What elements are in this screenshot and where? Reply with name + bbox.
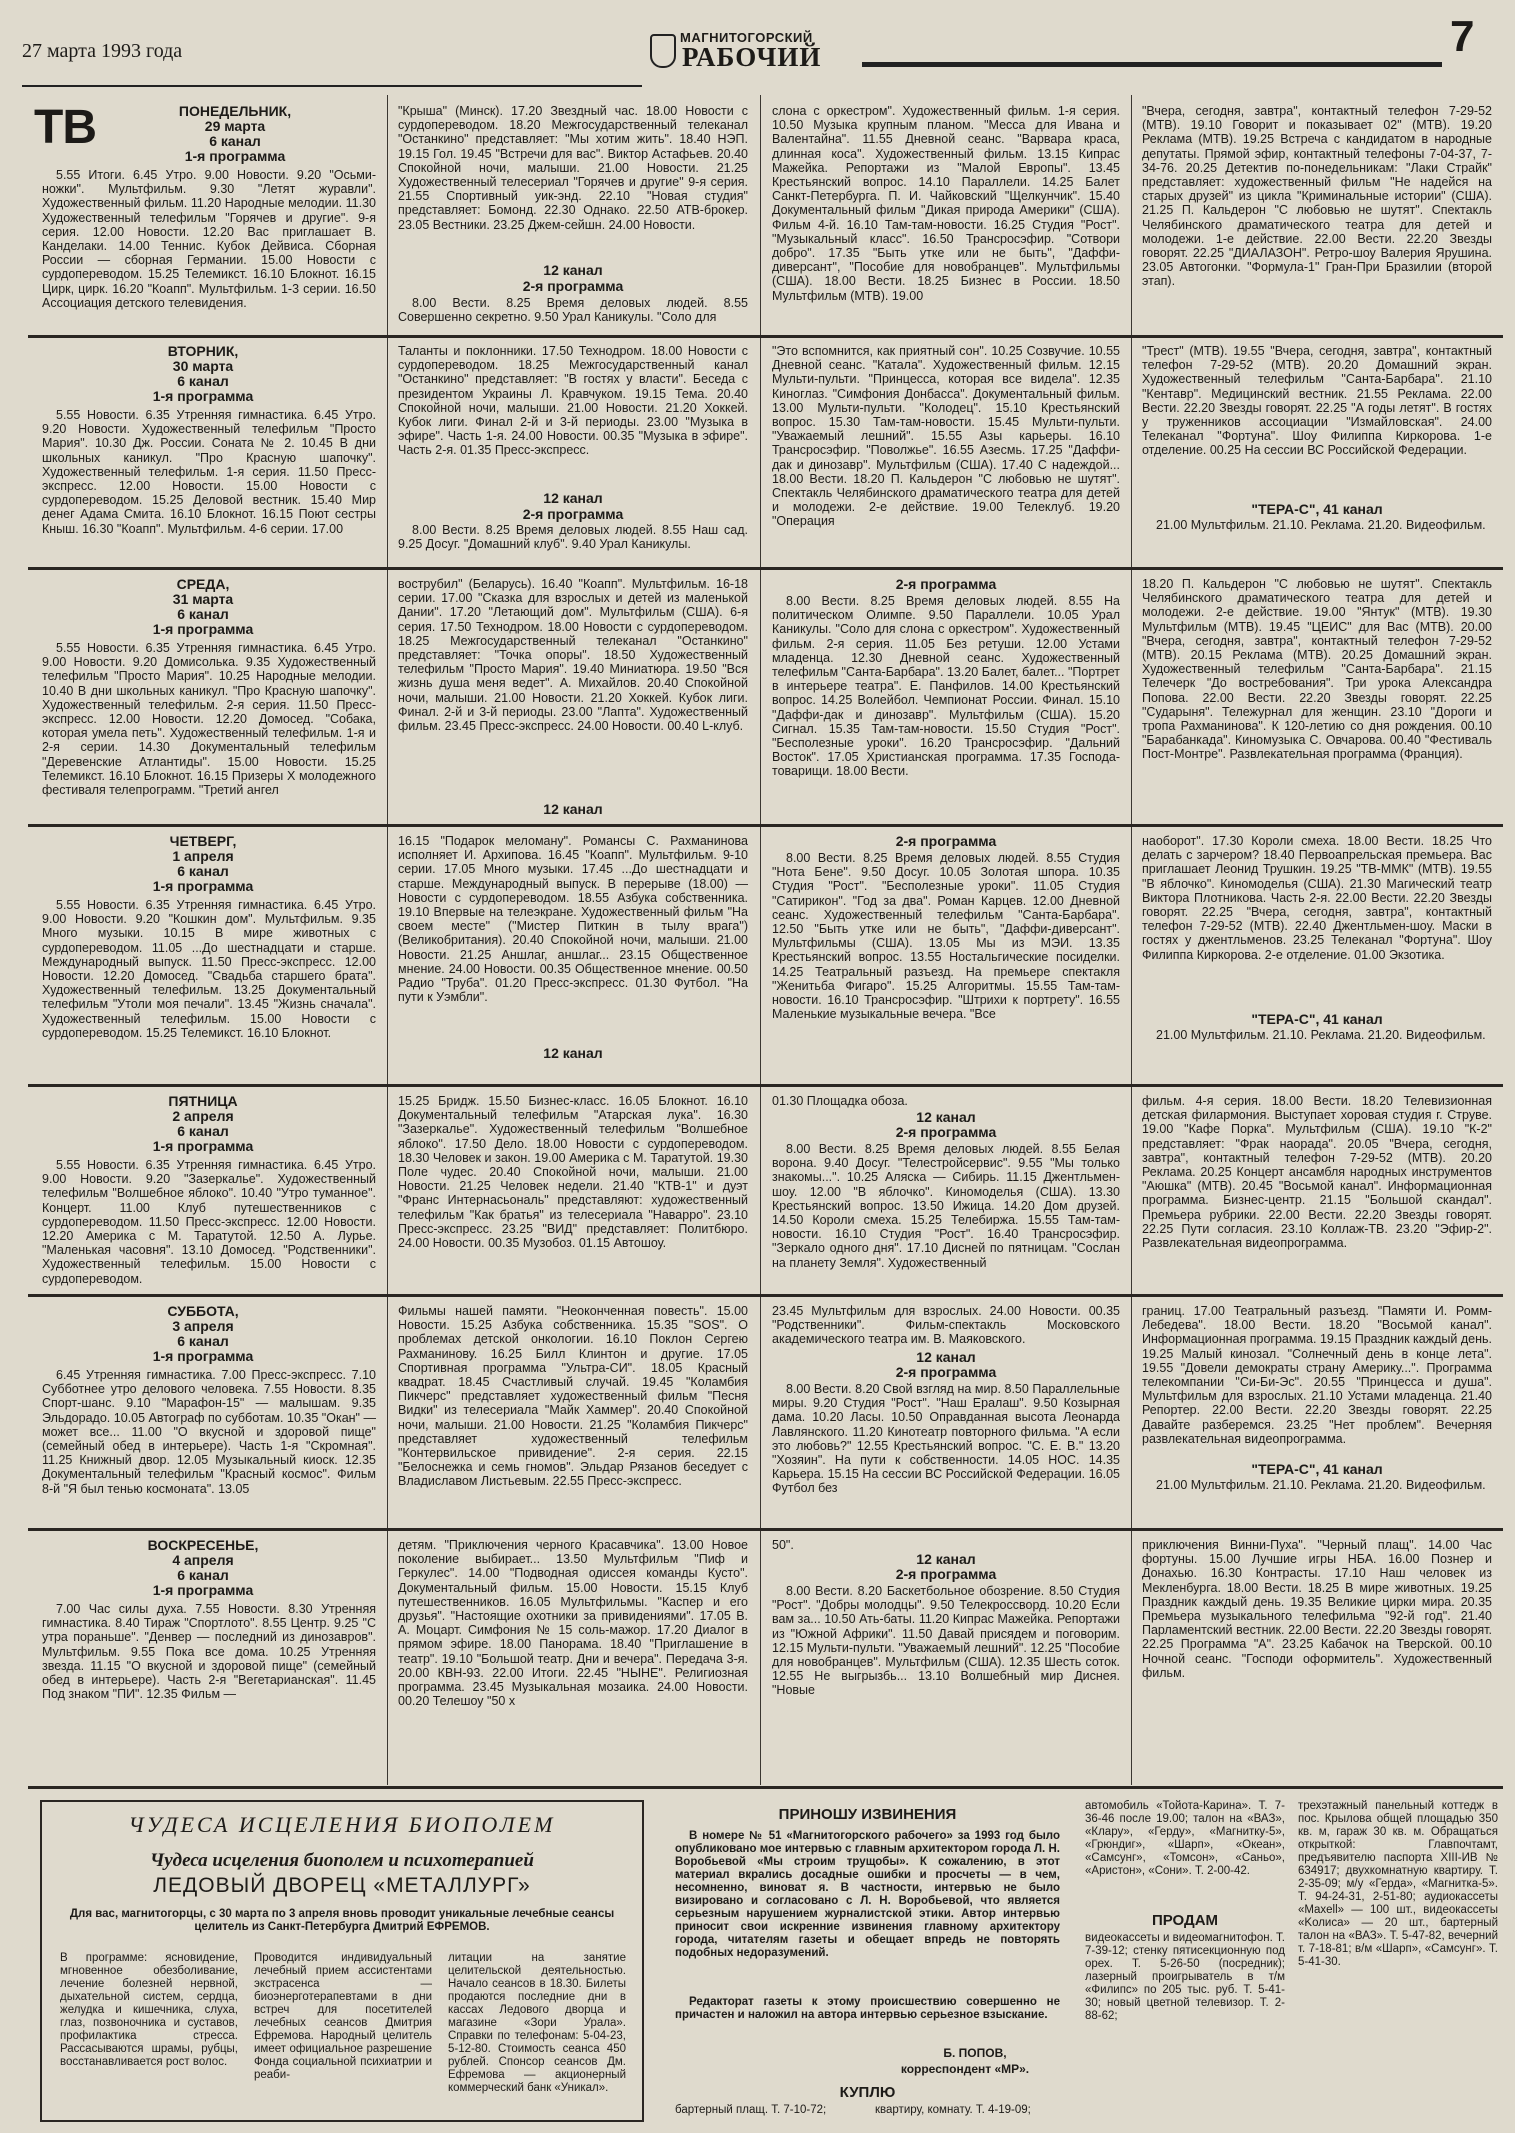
day-name: ЧЕТВЕРГ,: [169, 833, 237, 849]
sub-program: 2-я программа: [895, 576, 997, 592]
schedule-text: "Трест" (МТВ). 19.55 "Вчера, сегодня, завтра", контактный телефон 7-29-52 (МТВ). 20.20 Домашний экран. Художественный телефильм "Санта-Барбара". 21.10 "Кентавр". Медицинский вестник. 21.55 Реклама. 22.00 Вести. 22.20 Звезды говорят. 22.25 "А годы летят". В гостях у труженников ассоциации "Измайловская". 24.00 Телеканал "Фортуна". Шоу Филиппа Киркорова. 1-е отделение. 00.25 На сессии ВС Российской Федерации.: [1142, 344, 1492, 458]
apology-body: В номере № 51 «Магнитогорского рабочего» за 1993 год было опубликовано мое интервью с главным архитектором города Л. Н. Воробьевой «Мы строим трущобы». К сожалению, в этот материал вкрались досадные ошибки и просчеты — в чем, несомненно, виноват я. В частности, интервью не было визировано и согласовано с Л. Н. Воробьевой, что является серьезным нарушением журналистской этики. Автор интервью приносит свои искренние извинения главному архитектору города, читателям газеты и обещает впредь не повторять подобных недоразумений.: [675, 1830, 1060, 1959]
day-program: 1-я программа: [152, 388, 254, 404]
day-separator: [28, 1294, 1503, 1297]
day-date: 31 марта: [172, 591, 234, 607]
masthead-logo: [650, 30, 860, 72]
day-name: СУББОТА,: [167, 1303, 239, 1319]
ad-subtitle: Чудеса исцеления биополем и психотерапией: [150, 1850, 534, 1871]
day-program: 1-я программа: [152, 621, 254, 637]
schedule-text: наоборот". 17.30 Короли смеха. 18.00 Вести. 18.25 Что делать с зарчером? 18.40 Первоапрельская премьера. Вас приглашает Леонид Трушкин. 19.25 "ТВ-ММК" (МТВ). 19.55 "В яблочко". Киномоделья (США). 21.30 Магический театр Виктора Плотникова. Часть 2-я. 22.00 Вести. 22.20 Звезды говорят. 22.25 "Вчера, сегодня, завтра", контактный телефон 7-29-52 (МТВ). 22.40 Джентльмен-шоу. Маски в гостях у джентльменов. 23.25 Телеканал "Фортуна". Шоу Филиппа Киркорова. 2-е отделение. 01.00 Экзотика.: [1142, 834, 1492, 962]
column-rule: [760, 95, 761, 1785]
day-channel: 6 канал: [177, 373, 229, 389]
schedule-text: 5.55 Новости. 6.35 Утренняя гимнастика. 6.45 Утро. 9.20 Новости. Художественный телефильм "Просто Мария". 10.30 Дж. России. Соната № 2. 10.45 В дни школьных каникул. "Про Красную шапочку". Художественный телефильм. 1-я серия. 11.50 Пресс-экспресс. 12.00 Новости. 15.00 Новости с сурдопереводом. 15.25 Деловой вестник. 15.40 Мир денег Адама Смита. 16.10 Блокнот. 16.15 Поют сестры Кныш. 16.30 "Коапп". Мультфильм. 4-6 серии. 17.00: [42, 408, 376, 536]
ad-text: В программе: ясновидение, мгновенное обезболивание, лечение болезней нервной, дыхательной систем, сердца, желудка и кишечника, слуха, глаз, позвоночника и суставов, профилактика стресса. Рассасываются шрамы, рубцы, восстанавливается рост волос.: [60, 1952, 238, 2068]
ad-intro: Для вас, магнитогорцы, с 30 марта по 3 апреля вновь проводит уникальные лечебные сеансы целитель из Санкт-Петербурга Дмитрий ЕФРЕМОВ.: [69, 1908, 615, 1933]
paper-name-bottom: РАБОЧИЙ: [682, 42, 822, 72]
schedule-text: Фильмы нашей памяти. "Неоконченная повесть". 15.00 Новости. 15.25 Азбука собственника. 15.35 "SOS". О проблемах детской онкологии. 16.10 Поклон Сергею Рахманинову. 16.25 Билл Клинтон и другие. 17.05 Спортивная программа "Ультра-СИ". 18.05 Красный квадрат. 18.45 Счастливый случай. 19.45 "Коламбия Пикчерс" представляет художественный фильм "Песня Видки" из телесериала "Майк Хаммер". 20.40 Спокойной ночи, малыши. 21.00 Новости. 21.25 "Коламбия Пикчерс" представляет художественный телефильм "Контервильское привидение". 2-я серия. 22.15 "Белоснежка и семь гномов". Эльдар Рязанов беседует с Владиславом Листьевым. 22.55 Пресс-экспресс.: [398, 1304, 748, 1489]
classified-item: квартиру, комнату. Т. 4-19-09;: [875, 2104, 1031, 2116]
schedule-text: 5.55 Итоги. 6.45 Утро. 9.00 Новости. 9.20 "Осьми-ножки". Мультфильм. 9.30 "Летят журавли". Художественный фильм. 11.20 Народные мелодии. 11.30 Художественный телефильм "Горячев и другие". 9-я серия. 12.00 Новости. 12.20 Вас приглашает В. Канделаки. 14.00 Теннис. Кубок Дейвиса. Сборная России — сборная Германии. 15.00 Новости с сурдопереводом. 15.25 Телемикст. 16.10 Блокнот. 16.15 Цирк, цирк. 16.20 "Коапп". Мультфильм. 1-3 серии. 16.50 Ассоциация детского телевидения.: [42, 168, 376, 310]
schedule-text: 21.00 Мультфильм. 21.10. Реклама. 21.20. Видеофильм.: [1156, 518, 1486, 532]
classifieds-column: трехэтажный панельный коттедж в пос. Крылова общей площадью 350 кв. м, гараж 30 кв. м. Обращаться открыткой: Главпочтамт, предъявителю паспорта XIII-ИВ № 634917; двухкомнатную квартиру. Т. 2-35-09; м/у «Герда», «Магнитка-5». Т. 94-24-31, 2-51-80; аудиокассеты «Maxell» — 100 шт., видеокассеты «Kолиса» — 20 шт., бартерный талон на «ВАЗ». Т. 5-47-82, вечерний т. 7-18-81; в/м «Шарп», «Самсунг». Т. 5-41-30.: [1298, 1800, 1498, 1968]
schedule-text: детям. "Приключения черного Красавчика". 13.00 Новое поколение выбирает... 13.50 Мультфильм "Пиф и Геркулес". 14.00 "Подводная одиссея команды Кусто". Документальный фильм. 15.00 Новости. 15.15 Клуб путешественников. 16.05 Мультфильмы. "Каспер и его друзья". "Настоящие охотники за привидениями". 17.05 В. А. Моцарт. Симфония № 15 соль-мажор. 17.20 Диалог в прямом эфире. 18.00 Панорама. 18.40 "Приглашение в театр". 19.10 "Большой театр. Дни и вечера". Передача 3-я. 20.00 КВН-93. 22.00 Итоги. 22.45 "НЫНЕ". Религиозная программа. 23.45 Музыкальная мозаика. 24.00 Новости. 00.20 Телешоу "50 х: [398, 1538, 748, 1709]
day-channel: 6 канал: [177, 1567, 229, 1583]
schedule-text: 01.30 Площадка обоза.: [772, 1094, 908, 1108]
day-channel: 6 канал: [209, 133, 261, 149]
day-channel: 6 канал: [177, 1123, 229, 1139]
header-rule: [862, 62, 1442, 67]
classifieds-column: автомобиль «Тойота-Карина». Т. 7-36-46 после 19.00; талон на «ВАЗ», «Клару», «Герду», «Магнитку-5», «Грюндиг», «Шарп», «Океан», «Самсунг», «Томсон», «Саньо», «Аристон», «Сони». Т. 2-00-42.: [1085, 1800, 1285, 1877]
schedule-text: вострубил" (Беларусь). 16.40 "Коапп". Мультфильм. 16-18 серии. 17.00 "Сказка для взрослых и детей из маленькой Дании". 17.20 "Летающий дом". Мультфильм (США). 6-я серия. 17.50 Технодром. 18.00 Новости с сурдопереводом. 18.25 Межгосударственный телеканал "Останкино" представляет: "Точка опоры". 18.50 Художественный телефильм "Просто Мария". 19.40 Миниатюра. 19.50 "Вся жизнь душа меня ведет". А. Михайлов. 20.40 Спокойной ночи, малыши. 21.00 Новости. 21.20 Хоккей. Кубок лиги. Финал. 2-й и 3-й периоды. 23.00 "Лапта". Художественный фильм. 23.45 Пресс-экспресс. 24.00 Новости. 00.40 L-клуб.: [398, 577, 748, 734]
buy-title: КУПЛЮ: [839, 2084, 896, 2101]
schedule-text: 8.00 Вести. 8.25 Время деловых людей. 8.55 Наш сад. 9.25 Досуг. "Домашний клуб". 9.40 Урал Каникулы.: [398, 523, 748, 552]
schedule-text: 8.00 Вести. 8.20 Свой взгляд на мир. 8.50 Параллельные миры. 9.20 Студия "Рост". "Наш Ералаш". 9.50 Козырная дама. 10.20 Ласы. 10.50 Оправданная высота Леонарда Лавлянского. 11.20 Кинотеатр повторного фильма. "А если это любовь?" 12.55 Крестьянский вопрос. "С. Е. В." 13.20 "Хозяин". На пути к собственности. 14.05 НОС. 14.35 Карьера. 15.15 На сессии ВС Российской Федерации. 16.05 Футбол без: [772, 1382, 1120, 1496]
classified-item: бартерный плащ. Т. 7-10-72;: [675, 2104, 827, 2116]
schedule-text: 16.15 "Подарок меломану". Романсы С. Рахманинова исполняет И. Архипова. 16.45 "Коапп". Мультфильм. 9-10 серии. 17.05 Много музыки. 17.45 ...До шестнадцати и старше. Международный выпуск. В перерыве (18.00) — Новости с сурдопереводом. 18.55 Азбука собственника. 19.10 Впервые на телеэкране. Художественный фильм "На своем месте" ("Мистер Питкин в тылу врага") (Великобритания). 20.40 Спокойной ночи, малыши. 21.00 Новости. 21.25 Аншлаг, аншлаг... 23.15 Общественное мнение. 24.00 Новости. 00.35 Общественное мнение. 00.50 Радио "Труба". 01.20 Пресс-экспресс. 01.30 Футбол. "На пути к Уэмбли".: [398, 834, 748, 1005]
schedule-text: 15.25 Бридж. 15.50 Бизнес-класс. 16.05 Блокнот. 16.10 Документальный телефильм "Атарская лука". 16.30 "Зазеркалье". Художественный телефильм "Волшебное яблоко". 17.50 Дело. 18.00 Новости с сурдопереводом. 18.30 Человек и закон. 19.00 Америка с М. Таратутой. 19.30 Поле чудес. 20.40 Спокойной ночи, малыши. 21.00 Новости. 21.25 Человек недели. 21.40 "КТВ-1" и дуэт "Франс Интернасьональ" представляют: художественный телефильм "Как братья" из телесериала "Наварро". 23.10 Пресс-экспресс. 23.25 "ВИД" представляет: Политбюро. 24.00 Новости. 00.35 Музобоз. 01.15 Автошоу.: [398, 1094, 748, 1251]
schedule-text: приключения Винни-Пуха". "Черный плащ". 14.00 Час фортуны. 15.00 Лучшие игры НБА. 16.00 Познер и Донахью. 16.30 Контрасты. 17.10 Наш человек из Мекленбурга. 18.00 Вести. 18.25 В мире животных. 19.25 Праздник каждый день. 19.35 Великие цирки мира. 20.35 Премьера музыкального телефильма "92-й год". 21.40 Парламентский вестник. 22.00 Вести. 22.20 Звезды говорят. 22.25 Программа "А". 23.25 Кабачок на Тверской. 00.10 Ночной сеанс. "Господи оформитель". Художественный фильм.: [1142, 1538, 1492, 1680]
sub-channel: "ТЕРА-С", 41 канал: [1251, 1461, 1383, 1477]
sub-program: 2-я программа: [522, 278, 624, 294]
day-name: ВТОРНИК,: [167, 343, 239, 359]
day-channel: 6 канал: [177, 606, 229, 622]
day-date: 3 апреля: [172, 1318, 234, 1334]
schedule-text: фильм. 4-я серия. 18.00 Вести. 18.20 Телевизионная детская филармония. Выступает хоровая студия г. Струве. 19.00 "Кафе Порка". Мультфильм (США). 19.10 "К-2" представляет: "Фрак наорада". 20.05 "Вчера, сегодня, завтра", контактный телефон 7-29-52 (МТВ). 20.20 Реклама. 20.25 Концерт ансамбля народных инструментов "Аюшка" (МТВ). 20.45 "Восьмой канал". Информационная программа. Бизнес-центр. 21.15 "Большой скандал". Премьера рубрики. 22.00 Вести. 22.20 Звезды говорят. 22.25 Пути согласия. 23.10 Коллаж-ТВ. 23.20 "Эфир-2". Развлекательная видеопрограмма.: [1142, 1094, 1492, 1251]
day-date: 29 марта: [204, 118, 266, 134]
day-separator: [28, 1084, 1503, 1087]
sub-channel: "ТЕРА-С", 41 канал: [1251, 501, 1383, 517]
schedule-text: 5.55 Новости. 6.35 Утренняя гимнастика. 6.45 Утро. 9.00 Новости. 9.20 "Зазеркалье". Художественный телефильм "Волшебное яблоко". 10.40 "Утро туманное". Концерт. 11.00 Клуб путешественников с сурдопереводом. 11.50 Пресс-экспресс. 12.00 Новости. 12.20 Америка с М. Таратутой. 12.50 А. Лурье. "Маленькая часовня". 13.10 Домосед. "Родственники". Художественный телефильм. 15.00 Новости с сурдопереводом.: [42, 1158, 376, 1286]
day-program: 1-я программа: [152, 1582, 254, 1598]
healing-advertisement: [40, 1800, 644, 2122]
schedule-text: Таланты и поклонники. 17.50 Технодром. 18.00 Новости с сурдопереводом. 18.25 Межгосударственный канал "Останкино" представляет: "В гостях у власти". Беседа с президентом Украины Л. Кравчуком. 19.15 Тема. 20.40 Спокойной ночи, малыши. 21.00 Новости. 21.20 Хоккей. Кубок лиги. Финал 2-й и 3-й периоды. 23.00 "Музыка в эфире". Часть 1-я. 24.00 Новости. 00.35 "Музыка в эфире". Часть 2-я. 01.35 Пресс-экспресс.: [398, 344, 748, 458]
day-separator: [28, 1786, 1503, 1789]
schedule-text: 18.20 П. Кальдерон "С любовью не шутят". Спектакль Челябинского драматического театра для детей и молодежи. 2-е действие. 19.00 "Янтук" (МТВ). 19.30 Мультфильм (МТВ). 19.45 "ЦЕИС" для Вас (МТВ). 20.00 "Вчера, сегодня, завтра", контактный телефон 7-29-52 (МТВ). 20.15 Реклама (МТВ). 20.25 Домашний экран. Художественный телефильм "Санта-Барбара". 21.15 Телечерк "До востребования". Три урока Александра Попова. 22.00 Вести. 22.20 Звезды говорят. 22.25 "Сударыня". Тележурнал для женщин. 23.10 "Дороги и тропа Рахманинова". К 120-летию со дня рождения. 00.10 "Барабанкада". Киномузыка С. Овчарова. 00.40 "Фестиваль Пост-Монтре". Развлекательная программа (Франция).: [1142, 577, 1492, 762]
schedule-text: 21.00 Мультфильм. 21.10. Реклама. 21.20. Видеофильм.: [1156, 1478, 1486, 1492]
schedule-text: 5.55 Новости. 6.35 Утренняя гимнастика. 6.45 Утро. 9.00 Новости. 9.20 Домисолька. 9.35 Художественный телефильм "Просто Мария". 10.25 Народные мелодии. 10.40 В дни школьных каникул. "Про Красную шапочку". Художественный телефильм. 2-я серия. 11.50 Пресс-экспресс. 12.00 Новости. 12.20 Домосед. "Собака, которая умела петь". Художественный телефильм. 1-я и 2-я серии. 14.30 Документальный телефильм "Деревенские Атлантиды". 15.00 Новости. 15.25 Телемикст. 16.10 Блокнот. 16.15 Призеры X молодежного фестиваля телепрограмм. "Третий ангел: [42, 641, 376, 798]
schedule-text: границ. 17.00 Театральный разъезд. "Памяти И. Ромм-Лебедева". 18.00 Вести. 18.20 "Восьмой канал". Информационная программа. 19.15 Праздник каждый день. 19.25 Малый кинозал. "Солнечный день в конце лета". 19.55 "Довели демократы страну Америку...". Программа телекомпании "Си-Би-Эс". 20.55 "Принцесса и душа". Мультфильм для взрослых. 21.10 Устами младенца. 21.40 Репортер. 22.00 Вести. 22.20 Звезды говорят. 22.25 Давайте разберемся. 23.25 "Нет проблем". Вечерняя развлекательная видеопрограмма.: [1142, 1304, 1492, 1446]
sub-channel: 12 канал: [916, 1109, 976, 1125]
sub-channel: 12 канал: [543, 1045, 603, 1061]
column-rule: [387, 95, 388, 1785]
schedule-text: 8.00 Вести. 8.20 Баскетбольное обозрение. 8.50 Студия "Рост". "Добры молодцы". 9.50 Телекроссворд. 10.20 Если вам за... 10.50 Ать-баты. 11.20 Кипрас Мажейка. Репортажи из "Южной Африки". 11.50 Давай присядем и поговорим. 12.15 Мульти-пульти. "Уважаемый лешний". 12.25 "Пособие для новобранцев". Мультфильм (США). 12.35 Шесть соток. 12.55 Не выгрызбь... 13.10 Волшебный мир Диснея. "Новые: [772, 1584, 1120, 1698]
ad-venue: ЛЕДОВЫЙ ДВОРЕЦ «МЕТАЛЛУРГ»: [153, 1874, 531, 1897]
schedule-text: 7.00 Час силы духа. 7.55 Новости. 8.30 Утренняя гимнастика. 8.40 Тираж "Спортлото". 8.55 Центр. 9.25 "С утра пораньше". "Денвер — последний из динозавров". Мультфильм. 9.55 Пока все дома. 10.25 Утренняя звезда. 11.15 "О вкусной и здоровой пище" (семейный обед в интерьере). Часть 2-я "Вегетарианская". 11.45 Под знаком "ПИ". 12.35 Фильм —: [42, 1602, 376, 1702]
sub-channel: 12 канал: [543, 490, 603, 506]
day-name: ПЯТНИЦА: [168, 1093, 238, 1109]
schedule-text: 21.00 Мультфильм. 21.10. Реклама. 21.20. Видеофильм.: [1156, 1028, 1486, 1042]
section-tv-label: ТВ: [34, 101, 96, 154]
apology-signature: Б. ПОПОВ,: [943, 2046, 1007, 2060]
day-program: 1-я программа: [152, 878, 254, 894]
day-name: ВОСКРЕСЕНЬЕ,: [147, 1537, 259, 1553]
ad-text: литации на занятие целительской деятельностью. Начало сеансов в 18.30. Билеты продаются последние дни в кассах Ледового дворца и магазине «Зори Урала». Справки по телефонам: 5-04-23, 5-12-80. Стоимость сеанса 450 рублей. Спонсор сеансов Дм. Ефремова — акционерный коммерческий банк «Уникал».: [448, 1952, 626, 2094]
day-program: 1-я программа: [184, 148, 286, 164]
schedule-text: 8.00 Вести. 8.25 Время деловых людей. 8.55 На политическом Олимпе. 9.50 Параллели. 10.05 Урал Каникулы. "Соло для слона с оркестром". Художественный фильм. 2-я серия. 11.05 Без ретуши. 12.00 Устами младенца. 12.30 Дневной сеанс. Художественный телефильм "Санта-Барбара". 13.20 Балет, балет... "Портрет в интерьере театра". Е. Панфилов. 14.00 Крестьянский вопрос. 14.25 Волейбол. Чемпионат России. Финал. 15.10 "Даффи-дак и динозавр". Мультфильм (США). 15.20 Сигнал. 15.35 Там-там-новости. 15.50 Студия "Рост". "Бесполезные уроки". 16.20 Трансросэфир. "Дальний Восток". 17.05 Христианская программа. 17.35 Господа-товарищи. 18.00 Вести.: [772, 594, 1120, 779]
day-separator: [28, 824, 1503, 827]
schedule-text: 8.00 Вести. 8.25 Время деловых людей. 8.55 Совершенно секретно. 9.50 Урал Каникулы. "Соло для: [398, 296, 748, 325]
page-number: 7: [1450, 12, 1475, 61]
schedule-text: "Крыша" (Минск). 17.20 Звездный час. 18.00 Новости с сурдопереводом. 18.20 Межгосударственный телеканал "Останкино" представляет: "Мы хотим жить". 18.40 НЭП. 19.15 Гол. 19.45 "Встречи для вас". Виктор Астафьев. 20.40 Спокойной ночи, малыши. 21.00 Новости. 21.25 Художественный телесериал "Горячев и другие" 9-я серия. 21.55 Спортивный уик-энд. 22.10 "Новая студия" представляет: Бомонд. 22.30 Однако. 22.50 АТВ-брокер. 23.05 Вестники. 23.25 Джем-сейшн. 24.00 Новости.: [398, 104, 748, 232]
day-date: 30 марта: [172, 358, 234, 374]
header-rule-left: [22, 85, 642, 87]
sub-channel: 12 канал: [543, 262, 603, 278]
schedule-text: 6.45 Утренняя гимнастика. 7.00 Пресс-экспресс. 7.10 Субботнее утро делового человека. 7.55 Новости. 8.35 Спорт-шанс. 9.10 "Марафон-15" — малышам. 9.35 Эльдорадо. 10.05 Автограф по субботам. 10.35 "Окан" — может все... 11.00 "О вкусной и здоровой пище" (семейный обед в интерьере). Часть 1-я "Скромная". 11.25 Книжный двор. 12.05 Музыкальный киоск. 12.35 Документальный телефильм "Красный космос". Фильм 8-й "Я был тенью космоната". 13.05: [42, 1368, 376, 1496]
schedule-text: 50".: [772, 1538, 794, 1552]
column-rule: [1131, 95, 1132, 1785]
ad-text: Проводится индивидуальный лечебный прием ассистентами экстрасенса — биоэнерготерапевтами в дни встреч для посетителей лечебных сеансов Дмитрия Ефремова. Народный целитель имеет официальное разрешение Фонда социальной психиатрии и реаби-: [254, 1952, 432, 2081]
apology-notice: [670, 1800, 1065, 2130]
day-program: 1-я программа: [152, 1348, 254, 1364]
emblem-icon: [650, 34, 676, 68]
day-date: 2 апреля: [172, 1108, 234, 1124]
day-channel: 6 канал: [177, 863, 229, 879]
ad-title: ЧУДЕСА ИСЦЕЛЕНИЯ БИОПОЛЕМ: [128, 1812, 556, 1837]
apology-signature-role: корреспондент «МР».: [900, 2062, 1030, 2076]
sub-channel: 12 канал: [543, 801, 603, 817]
sub-channel: 12 канал: [916, 1349, 976, 1365]
day-name: ПОНЕДЕЛЬНИК,: [178, 103, 292, 119]
day-name: СРЕДА,: [176, 576, 230, 592]
schedule-text: 23.45 Мультфильм для взрослых. 24.00 Новости. 00.35 "Родственники". Фильм-спектакль Московского академического театра им. В. Маяковского.: [772, 1304, 1120, 1347]
day-channel: 6 канал: [177, 1333, 229, 1349]
issue-date: 27 марта 1993 года: [22, 40, 183, 62]
day-separator: [28, 335, 1503, 338]
schedule-text: 8.00 Вести. 8.25 Время деловых людей. 8.55 Белая ворона. 9.40 Досуг. "Телестройсервис". 9.55 "Мы только знакомы...". 10.25 Аляска — Сибирь. 11.15 Джентльмен-шоу. 12.00 "В яблочко". Киномоделья (США). 13.30 Крестьянский вопрос. 13.50 Ижица. 14.20 Дом друзей. 14.50 Короли смеха. 15.25 Телебиржа. 15.55 Там-там-новости. 16.10 Студия "Рост". 16.40 Трансросэфир. "Зеркало одного дня". 17.10 Дисней по пятницам. "Сослан на планету Земля". Художественный: [772, 1142, 1120, 1270]
schedule-text: "Это вспомнится, как приятный сон". 10.25 Созвучие. 10.55 Дневной сеанс. "Катала". Художественный фильм. 12.15 Мульти-пульти. "Принцесса, которая все видела". 12.35 Киноглаз. "Симфония Донбасса". Документальный фильм. 13.00 Мульти-пульти. "Колодец". 15.10 Крестьянский вопрос. 15.30 Там-там-новости. 15.45 Мульти-пульти. "Уважаемый лешний". 15.55 Азы карьеры. 16.10 Трансросэфир. "Поволжье". 16.55 Азесмь. 17.25 "Даффи-дак и динозавр". Мультфильм (США). 17.40 С надеждой... 18.00 Вести. 18.20 П. Кальдерон "С любовью не шутят". Спектакль Челябинского драматического театра для детей и молодежи. 2-е действие. 19.00 Телеклуб. 19.20 "Операция: [772, 344, 1120, 529]
schedule-text: слона с оркестром". Художественный фильм. 1-я серия. 10.50 Музыка крупным планом. "Месса для Ивана и Валентайна". 11.55 Дневной сеанс. "Варвара краса, длинная коса". Художественный фильм. 13.15 Кипрас Мажейка. Репортажи из "Малой Европы". 13.45 Крестьянский вопрос. 14.10 Параллели. 14.25 Балет Санкт-Петербурга. П. И. Чайковский "Щелкунчик". 15.40 Документальный фильм "Дикая природа Америки" (США). Фильм 4-й. 16.10 Там-там-новости. 16.25 Студия "Рост". "Музыкальный класс". 16.50 Трансросэфир. "Сотвори добро". 17.35 "Быть утке или не быть", "Даффи-диверсант", "Пособие для новобранцев". Мультфильмы (США). 18.00 Вести. 18.25 Бизнес в России. 18.50 Мультфильм (МТВ). 19.00: [772, 104, 1120, 303]
sub-channel: "ТЕРА-С", 41 канал: [1251, 1011, 1383, 1027]
sub-channel: 12 канал: [916, 1551, 976, 1567]
classifieds-column: видеокассеты и видеомагнитофон. Т. 7-39-12; стенку пятисекционную под орех. Т. 5-26-50 (посредник); лазерный проигрыватель в т/м «Филипс» по 205 тыс. руб. Т. 5-41-30; новый цветной телевизор. Т. 2-88-62;: [1085, 1932, 1285, 2022]
day-separator: [28, 1528, 1503, 1531]
sub-program: 2-я программа: [895, 1566, 997, 1582]
schedule-text: "Вчера, сегодня, завтра", контактный телефон 7-29-52 (МТВ). 19.10 Говорит и показывает 02" (МТВ). 19.20 Реклама (МТВ). 19.25 Встреча с кандидатом в народные депутаты. Прямой эфир, контактный телефоны 7-04-37, 7-34-76. 20.25 Детектив по-понедельникам: "Лаки Страйк" представляет: художественный фильм "Не надейся на старых друзей" из цикла "Криминальные истории" (США). 21.25 П. Кальдерон "С любовью не шутят". Спектакль Челябинского драматического театра для детей и молодежи. 1-е действие. 22.00 Вести. 22.20 Звезды говорят. 22.25 "ДИАЛАЗОН". Ретро-шоу Валерия Ярушина. 23.05 Автогонки. "Формула-1" Гран-При Бразилии (второй этап).: [1142, 104, 1492, 289]
sale-title: ПРОДАМ: [1151, 1912, 1219, 1929]
day-separator: [28, 567, 1503, 570]
apology-title: ПРИНОШУ ИЗВИНЕНИЯ: [778, 1806, 957, 1823]
paper-name-top: МАГНИТОГОРСКИЙ: [680, 30, 813, 45]
sub-program: 2-я программа: [895, 833, 997, 849]
apology-note: Редакторат газеты к этому происшествию совершенно не причастен и наложил на автора интервью серьезное взыскание.: [675, 1996, 1060, 2021]
day-program: 1-я программа: [152, 1138, 254, 1154]
sub-program: 2-я программа: [522, 506, 624, 522]
sub-program: 2-я программа: [895, 1364, 997, 1380]
day-date: 1 апреля: [172, 848, 234, 864]
schedule-text: 5.55 Новости. 6.35 Утренняя гимнастика. 6.45 Утро. 9.00 Новости. 9.20 "Кошкин дом". Мультфильм. 9.35 Много музыки. 10.15 В мире животных с сурдопереводом. 11.05 ...До шестнадцати и старше. Международный выпуск. 11.50 Пресс-экспресс. 12.00 Новости. 12.20 Домосед. "Свадьба старшего брата". Художественный телефильм. 13.25 Документальный телефильм "Утоли моя печали". 13.45 "Жизнь сначала". Художественный телефильм. 15.00 Новости с сурдопереводом. 15.25 Телемикст. 16.10 Блокнот.: [42, 898, 376, 1040]
schedule-text: 8.00 Вести. 8.25 Время деловых людей. 8.55 Студия "Нота Бене". 9.50 Досуг. 10.05 Золотая шпора. 10.35 Студия "Рост". "Бесполезные уроки". 11.05 Студия "Сатирикон". "Год за два". Роман Карцев. 12.00 Дневной сеанс. Художественный телефильм "Санта-Барбара". 12.50 "Быть утке или не быть", "Даффи-диверсант". Мультфильмы (США). 13.05 Мы из МЭИ. 13.35 Крестьянский вопрос. 13.55 Ностальгические посиделки. 14.25 Театральный разъезд. На премьере спектакля "Женитьба Фигаро". 15.25 Алгоритмы. 15.55 Там-там-новости. 16.10 Трансросэфир. "Штрихи к портрету". 16.55 Маленькие музыкальные вечера. "Все: [772, 851, 1120, 1022]
day-date: 4 апреля: [172, 1552, 234, 1568]
sub-program: 2-я программа: [895, 1124, 997, 1140]
